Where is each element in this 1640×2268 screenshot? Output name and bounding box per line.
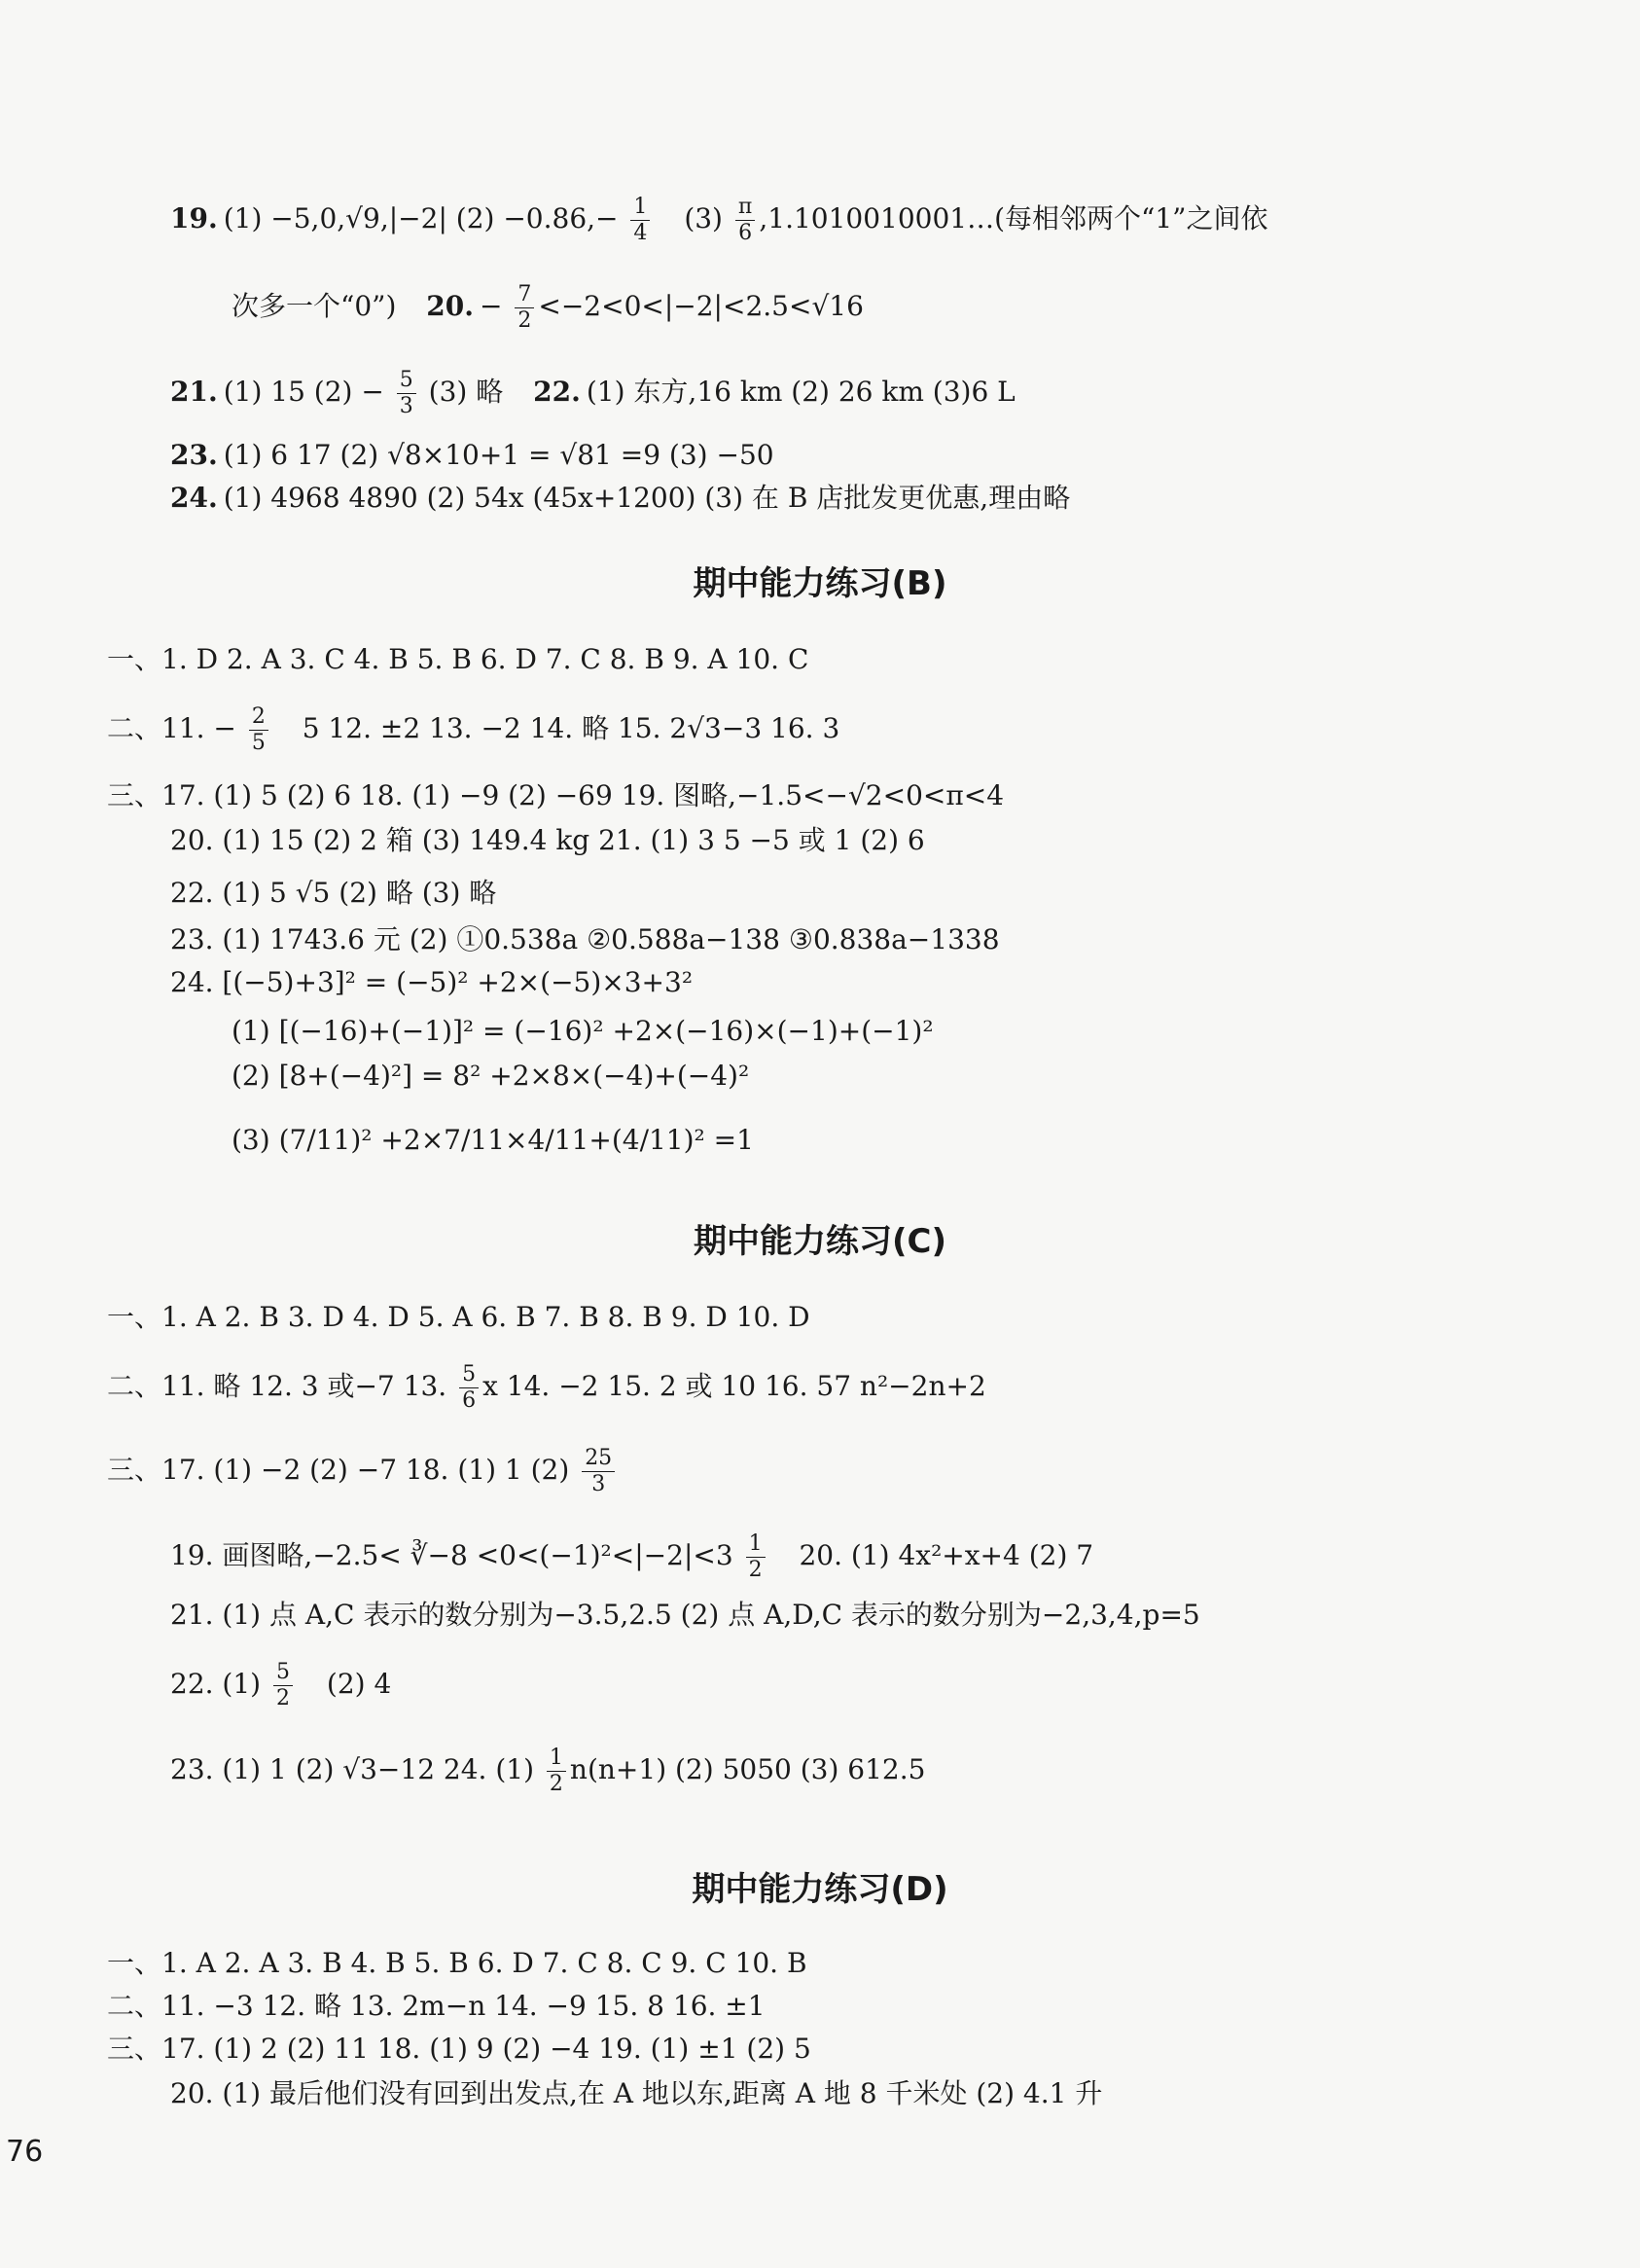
page-number: 76 bbox=[6, 2135, 44, 2169]
answer-line-23: 23. (1) 6 17 (2) √8×10+1 = √81 =9 (3) −50 bbox=[170, 439, 774, 471]
fraction: $\frac{2}{5}$ bbox=[249, 704, 268, 756]
fraction: $\frac{1}{2}$ bbox=[746, 1531, 766, 1583]
answer-line-19: 19. (1) −5,0,√9,|−2| (2) −0.86,− $\frac{1}{4}$ (3) $\frac{\pi}{6}$ ,1.1010010001…(每相邻两个“1”之间依 bbox=[170, 195, 1268, 245]
section-title-b: 期中能力练习(B) bbox=[693, 564, 947, 603]
answer-line-24: 24. (1) 4968 4890 (2) 54x (45x+1200) (3) 在 B 店批发更优惠,理由略 bbox=[170, 482, 1071, 514]
answer-row-solve: 三、17. (1) 2 (2) 11 18. (1) 9 (2) −4 19. (1) ±1 (2) 5 bbox=[107, 2033, 811, 2065]
answer-line-19-cont: 次多一个“0”) 20. − $\frac{7}{2}$ <−2<0<|−2|<2.5<√16 bbox=[232, 282, 864, 333]
fraction: $\frac{5}{6}$ bbox=[459, 1362, 479, 1414]
answer-line-24: 24. [(−5)+3]² = (−5)² +2×(−5)×3+3² bbox=[170, 966, 694, 998]
answer-line-24-2: (2) [8+(−4)²] = 8² +2×8×(−4)+(−4)² bbox=[232, 1060, 750, 1092]
answer-line-22: 22. (1) $\frac{5}{2}$ (2) 4 bbox=[170, 1660, 392, 1710]
answer-row-choice: 一、1. D 2. A 3. C 4. B 5. B 6. D 7. C 8. B 9. A 10. C bbox=[107, 643, 809, 675]
fraction: $\frac{25}{3}$ bbox=[582, 1446, 615, 1497]
answer-row-solve: 三、17. (1) −2 (2) −7 18. (1) 1 (2) $\frac{25}{3}$ bbox=[107, 1446, 619, 1497]
fraction: $\frac{\pi}{6}$ bbox=[735, 195, 755, 246]
answer-row-fill: 二、11. − $\frac{2}{5}$ 5 12. ±2 13. −2 14. 略 15. 2√3−3 16. 3 bbox=[107, 704, 840, 755]
fraction: $\frac{1}{2}$ bbox=[547, 1746, 566, 1797]
fraction: $\frac{7}{2}$ bbox=[515, 282, 534, 334]
fraction: $\frac{5}{3}$ bbox=[397, 368, 416, 419]
answer-row-fill: 二、11. 略 12. 3 或−7 13. $\frac{5}{6}$ x 14. −2 15. 2 或 10 16. 57 n²−2n+2 bbox=[107, 1362, 986, 1413]
answer-line-20: 20. (1) 15 (2) 2 箱 (3) 149.4 kg 21. (1) 3 5 −5 或 1 (2) 6 bbox=[170, 824, 925, 856]
answer-row-fill: 二、11. −3 12. 略 13. 2m−n 14. −9 15. 8 16. ±1 bbox=[107, 1990, 766, 2022]
answer-row-choice: 一、1. A 2. B 3. D 4. D 5. A 6. B 7. B 8. B 9. D 10. D bbox=[107, 1301, 810, 1333]
answer-line-24-1: (1) [(−16)+(−1)]² = (−16)² +2×(−16)×(−1)+(−1)² bbox=[232, 1015, 934, 1047]
answer-line-19: 19. 画图略,−2.5< ∛−8 <0<(−1)²<|−2|<3 $\frac{1}{2}$ 20. (1) 4x²+x+4 (2) 7 bbox=[170, 1531, 1094, 1582]
answer-line-22: 22. (1) 5 √5 (2) 略 (3) 略 bbox=[170, 877, 497, 909]
answer-line-23: 23. (1) 1 (2) √3−12 24. (1) $\frac{1}{2}$ n(n+1) (2) 5050 (3) 612.5 bbox=[170, 1746, 926, 1796]
fraction: $\frac{1}{4}$ bbox=[630, 195, 650, 246]
fraction: $\frac{5}{2}$ bbox=[273, 1660, 293, 1711]
section-title-c: 期中能力练习(C) bbox=[693, 1222, 947, 1261]
answer-row-solve: 三、17. (1) 5 (2) 6 18. (1) −9 (2) −69 19. 图略,−1.5<−√2<0<π<4 bbox=[107, 779, 1005, 811]
answer-row-choice: 一、1. A 2. A 3. B 4. B 5. B 6. D 7. C 8. C 9. C 10. B bbox=[107, 1947, 807, 1979]
answer-line-21: 21. (1) 点 A,C 表示的数分别为−3.5,2.5 (2) 点 A,D,C 表示的数分别为−2,3,4,p=5 bbox=[170, 1599, 1200, 1631]
answer-line-20: 20. (1) 最后他们没有回到出发点,在 A 地以东,距离 A 地 8 千米处 (2) 4.1 升 bbox=[170, 2077, 1103, 2109]
answer-line-23: 23. (1) 1743.6 元 (2) ①0.538a ②0.588a−138 ③0.838a−1338 bbox=[170, 923, 1000, 955]
answer-line-24-3: (3) (7/11)² +2×7/11×4/11+(4/11)² =1 bbox=[232, 1124, 754, 1156]
answer-line-21: 21. (1) 15 (2) − $\frac{5}{3}$ (3) 略 22. (1) 东方,16 km (2) 26 km (3)6 L bbox=[170, 368, 1016, 418]
section-title-d: 期中能力练习(D) bbox=[692, 1870, 948, 1909]
